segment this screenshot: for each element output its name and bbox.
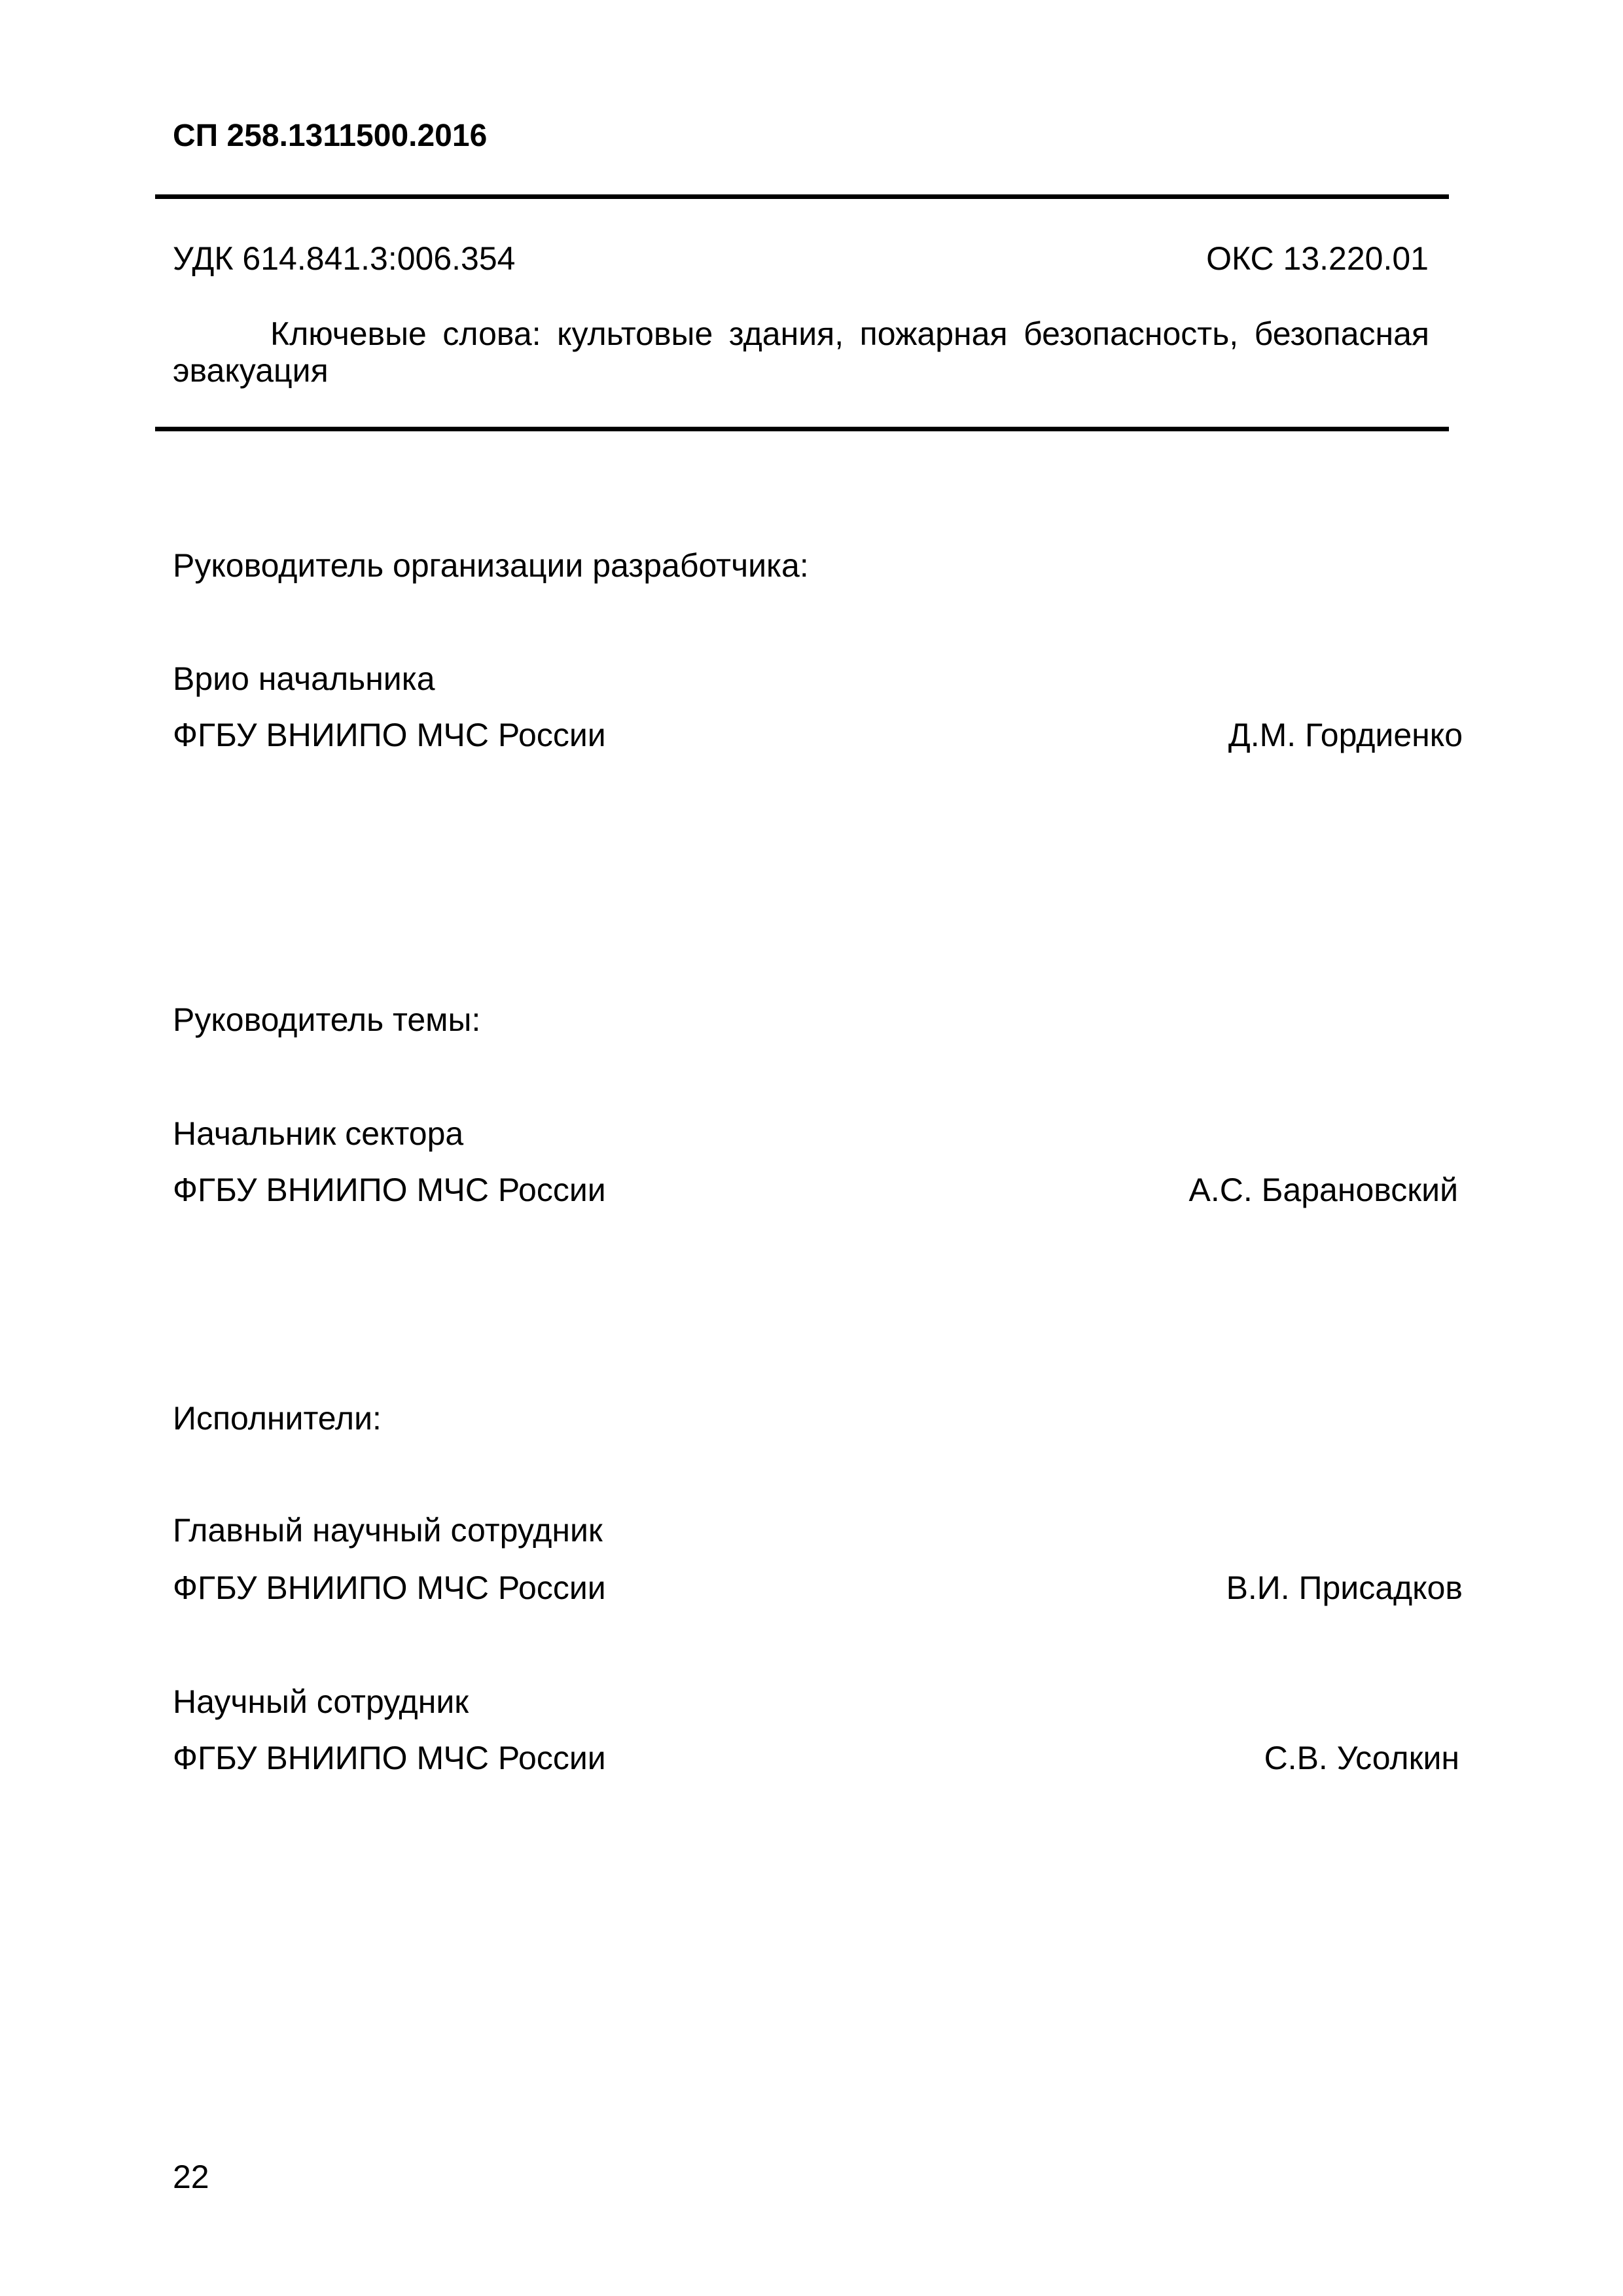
section-heading-topic-head: Руководитель темы:: [173, 1001, 481, 1038]
signer-position: Врио начальника: [173, 660, 435, 697]
signer-position: Научный сотрудник: [173, 1683, 469, 1720]
signer-name: В.И. Присадков: [1226, 1570, 1463, 1606]
signer-organization: ФГБУ ВНИИПО МЧС России: [173, 1172, 606, 1208]
top-divider: [155, 194, 1449, 199]
signer-organization: ФГБУ ВНИИПО МЧС России: [173, 717, 606, 753]
signer-name: Д.М. Гордиенко: [1228, 717, 1463, 753]
section-heading-executors: Исполнители:: [173, 1400, 382, 1437]
bottom-divider: [155, 427, 1449, 431]
oks-code: ОКС 13.220.01: [1206, 240, 1429, 277]
section-heading-developer-head: Руководитель организации разработчика:: [173, 547, 809, 584]
page-number: 22: [173, 2159, 209, 2195]
signer-name: С.В. Усолкин: [1264, 1740, 1459, 1776]
signer-position: Главный научный сотрудник: [173, 1512, 603, 1549]
udk-code: УДК 614.841.3:006.354: [173, 240, 516, 277]
signer-name: А.С. Барановский: [1188, 1172, 1458, 1208]
signer-organization: ФГБУ ВНИИПО МЧС России: [173, 1740, 606, 1776]
signer-organization: ФГБУ ВНИИПО МЧС России: [173, 1570, 606, 1606]
signer-position: Начальник сектора: [173, 1115, 464, 1152]
keywords-line-2: эвакуация: [173, 352, 329, 389]
keywords-line-1: Ключевые слова: культовые здания, пожарная безопасность, безопасная: [270, 315, 1429, 352]
standard-code: СП 258.1311500.2016: [173, 118, 488, 153]
